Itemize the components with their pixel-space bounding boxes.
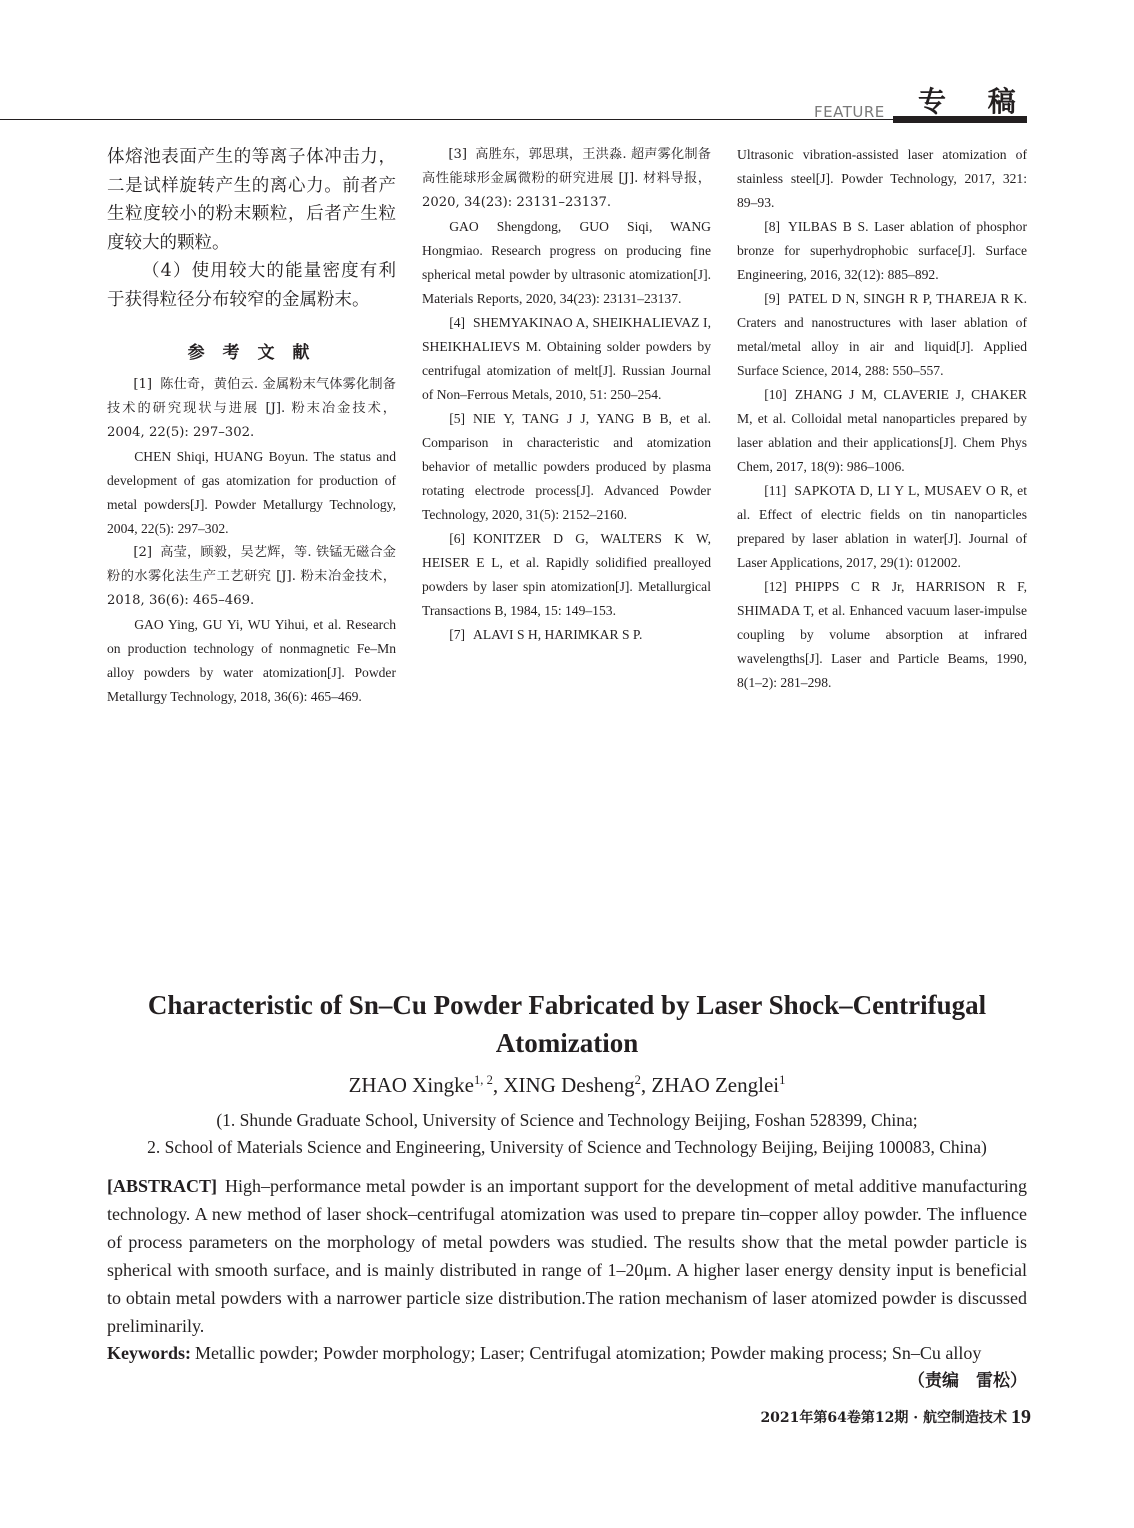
reference-item: CHEN Shiqi, HUANG Boyun. The status and development of gas atomization for production of metal powders[J]. Powder Metallurgy Technology, 2004, 22(5): 297–302. xyxy=(107,449,396,536)
reference-item: [2] 高莹，顾毅，吴艺辉，等. 铁锰无磁合金粉的水雾化法生产工艺研究 [J]. 粉末冶金技术，2018, 36(6): 465–469. xyxy=(107,545,396,608)
keywords-label: Keywords: xyxy=(107,1343,191,1363)
reference-item: [5] NIE Y, TANG J J, YANG B B, et al. Comparison in characteristic and atomization behavior of metallic powders produced by plasma rotating electrode process[J]. Advanced Powder Technology, 2020, 31(5): 2152–2160. xyxy=(422,411,711,522)
reference-item: [4] SHEMYAKINAO A, SHEIKHALIEVAZ I, SHEIKHALIEVS M. Obtaining solder powders by centrifugal atomization of melt[J]. Russian Journal of Non–Ferrous Metals, 2010, 51: 250–254. xyxy=(422,315,711,402)
abstract-label: [ABSTRACT] xyxy=(107,1176,218,1196)
affiliation-1: (1. Shunde Graduate School, University of Science and Technology Beijing, Foshan 528399, China; xyxy=(216,1110,918,1130)
reference-item: [6] KONITZER D G, WALTERS K W, HEISER E L, et al. Rapidly solidified prealloyed powders by laser spin atomization[J]. Metallurgical Transactions B, 1984, 15: 149–153. xyxy=(422,531,711,618)
column-2 xyxy=(422,143,711,647)
abstract-text: High–performance metal powder is an important support for the development of metal additive manufacturing technology. A new method of laser shock–centrifugal atomization was used to prepare tin–copper alloy powder. The influence of process parameters on the morphology of metal powders was studied. The results show that the metal powder particle is spherical with smooth surface, and is mainly distributed in range of 1–20μm. A higher laser energy density input is beneficial to obtain metal powders with a narrower particle size distribution.The ration mechanism of laser atomized powder is discussed preliminarily. xyxy=(107,1176,1027,1336)
section-title: 专 稿 xyxy=(918,85,1032,118)
reference-item: [9] PATEL D N, SINGH R P, THAREJA R K. Craters and nanostructures with laser ablation of metal/metal alloy in air and liquid[J]. Applied Surface Science, 2014, 288: 550–557. xyxy=(737,291,1027,378)
references-heading: 参 考 文 献 xyxy=(187,343,316,363)
reference-item: GAO Shengdong, GUO Siqi, WANG Hongmiao. Research progress on producing fine spherical metal powder by ultrasonic atomization[J]. Materials Reports, 2020, 34(23): 23131–23137. xyxy=(422,219,711,306)
conclusion-paragraph: 体熔池表面产生的等离子体冲击力，二是试样旋转产生的离心力。前者产生粒度较小的粉末颗粒，后者产生粒度较大的颗粒。 xyxy=(107,147,396,253)
feature-label: FEATURE xyxy=(814,103,885,121)
conclusion-item-4: （4）使用较大的能量密度有利于获得粒径分布较窄的金属粉末。 xyxy=(107,261,396,310)
reference-item: [8] YILBAS B S. Laser ablation of phosphor bronze for superhydrophobic surface[J]. Surface Engineering, 2016, 32(12): 885–892. xyxy=(737,219,1027,282)
column-1 xyxy=(107,143,396,709)
english-authors: ZHAO Xingke$^{1, 2}$, XING Desheng$^2$, ZHAO Zenglei$^1$ xyxy=(348,1073,786,1097)
reference-item: GAO Ying, GU Yi, WU Yihui, et al. Research on production technology of nonmagnetic Fe–Mn alloy powders by water atomization[J]. Powder Metallurgy Technology, 2018, 36(6): 465–469. xyxy=(107,617,396,704)
journal-footer: 2021年第64卷第12期 · 航空制造技术 xyxy=(760,1410,1007,1426)
english-keywords xyxy=(107,1339,1027,1367)
reference-item: [7] ALAVI S H, HARIMKAR S P. xyxy=(449,627,643,642)
english-title: Characteristic of Sn–Cu Powder Fabricated by Laser Shock–Centrifugal Atomization xyxy=(147,990,987,1058)
reference-continuation: Ultrasonic vibration-assisted laser atomization of stainless steel[J]. Powder Technology, 2017, 321: 89–93. xyxy=(737,147,1027,210)
editor-note: （责编 雷松） xyxy=(908,1371,1027,1391)
reference-item: [11] SAPKOTA D, LI Y L, MUSAEV O R, et al. Effect of electric fields on tin nanoparticles prepared by laser ablation in water[J]. Journal of Laser Applications, 2017, 29(1): 012002. xyxy=(737,483,1027,570)
reference-item: [1] 陈仕奇，黄伯云. 金属粉末气体雾化制备技术的研究现状与进展 [J]. 粉末冶金技术，2004, 22(5): 297–302. xyxy=(107,377,396,440)
affiliation-2: 2. School of Materials Science and Engineering, University of Science and Technology Beijing, Beijing 100083, China) xyxy=(147,1137,987,1157)
reference-item: [12] PHIPPS C R Jr, HARRISON R F, SHIMADA T, et al. Enhanced vacuum laser-impulse coupling by volume absorption at infrared wavelengths[J]. Laser and Particle Beams, 1990, 8(1–2): 281–298. xyxy=(737,579,1027,690)
reference-item: [3] 高胜东，郭思琪，王洪淼. 超声雾化制备高性能球形金属微粉的研究进展 [J]. 材料导报，2020, 34(23): 23131–23137. xyxy=(422,147,711,210)
page-number: 19 xyxy=(1011,1406,1031,1428)
keywords-text: Metallic powder; Powder morphology; Laser; Centrifugal atomization; Powder making process; Sn–Cu alloy xyxy=(195,1343,982,1363)
column-3 xyxy=(737,143,1027,695)
reference-item: [10] ZHANG J M, CLAVERIE J, CHAKER M, et al. Colloidal metal nanoparticles prepared by laser ablation and their applications[J]. Chem Phys Chem, 2017, 18(9): 986–1006. xyxy=(737,387,1027,474)
english-abstract xyxy=(107,1172,1027,1340)
